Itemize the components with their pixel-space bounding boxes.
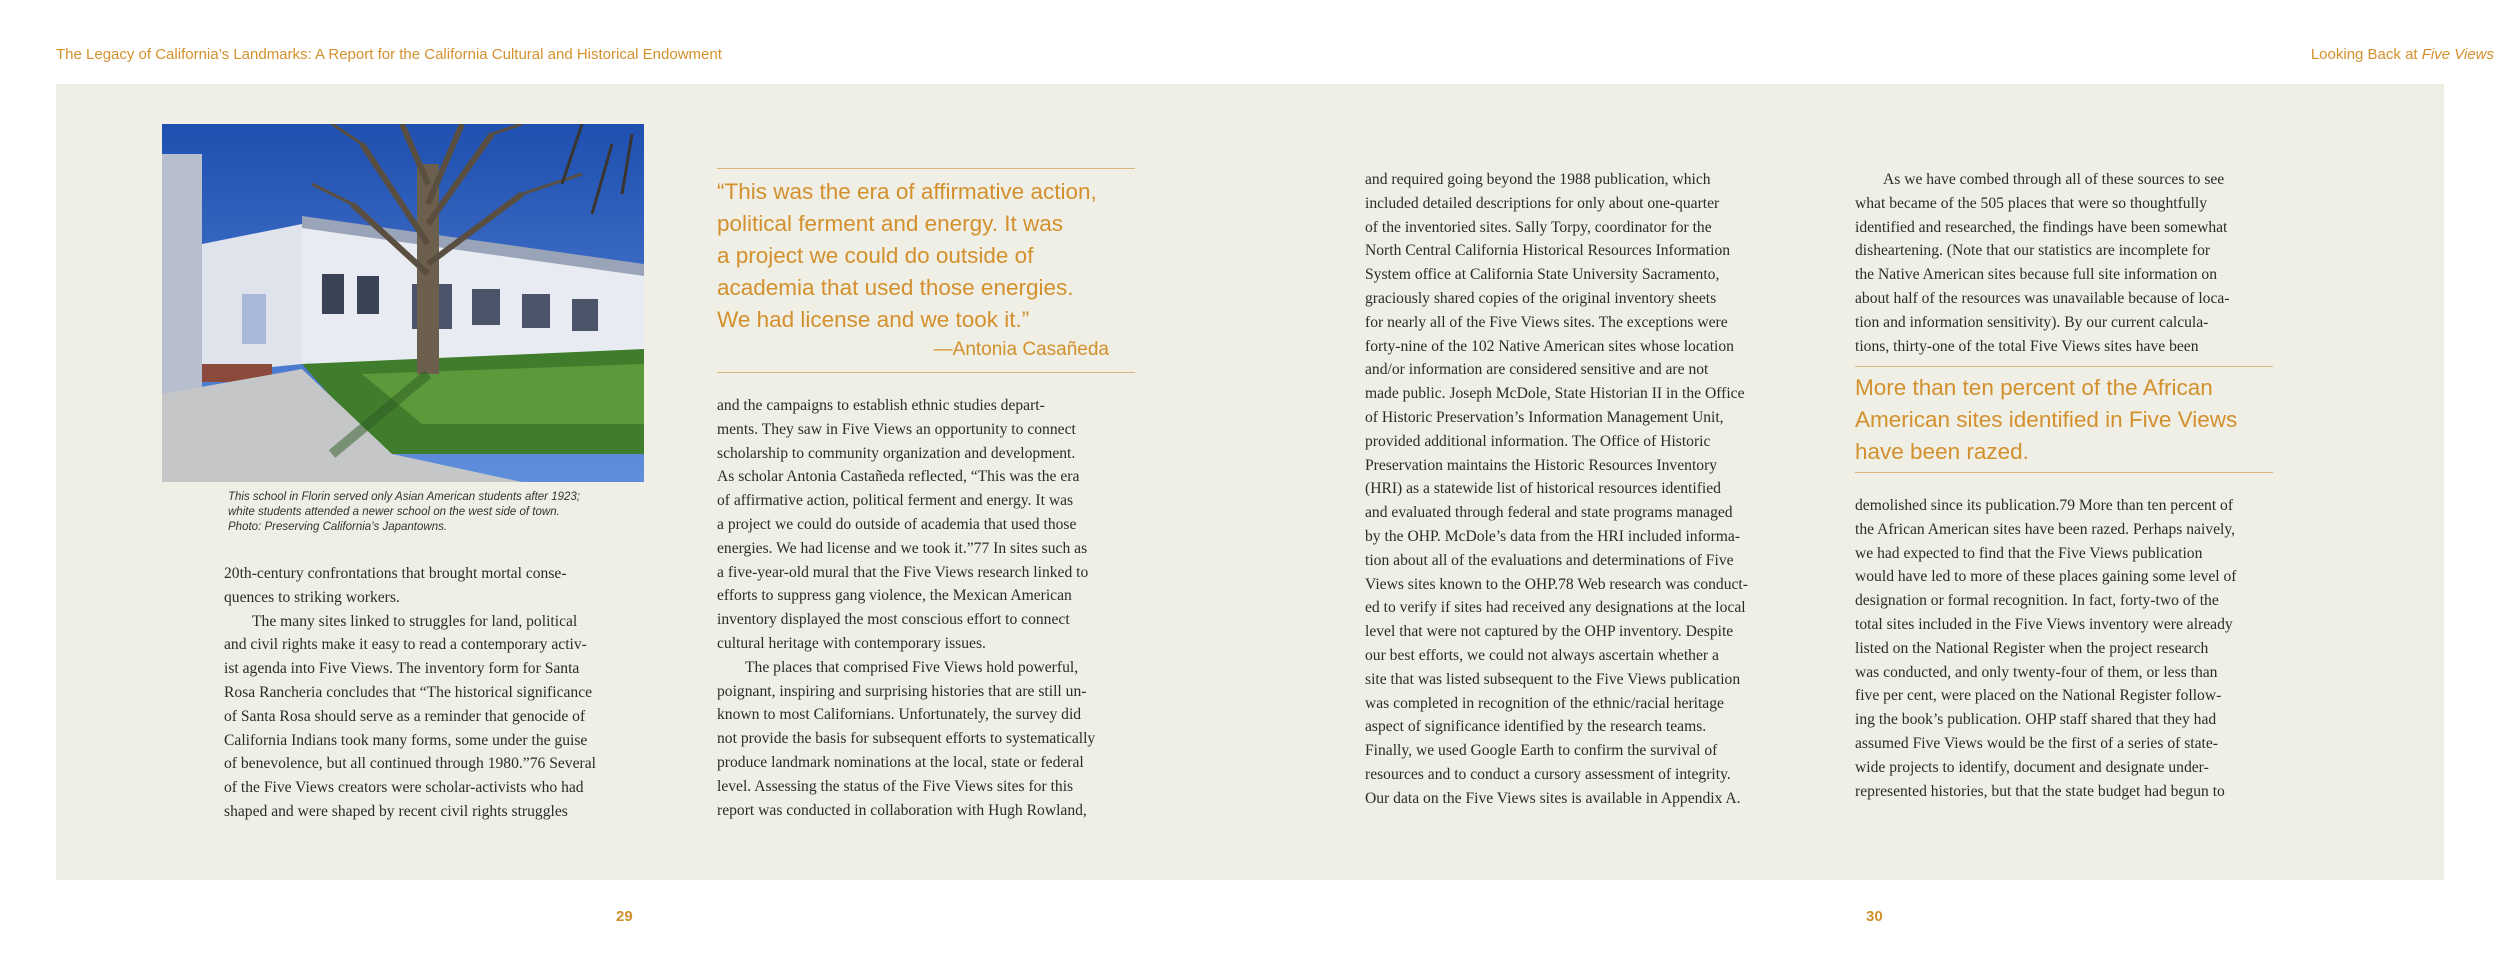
right-column-1 [1365, 168, 1783, 811]
right-column-2 [1855, 168, 2273, 358]
left-column-2 [717, 394, 1135, 822]
text-line: System office at California State University Sacramento, [1365, 266, 1720, 284]
text-line: a five-year-old mural that the Five Views research linked to [717, 563, 1089, 581]
text-line: site that was listed subsequent to the Five Views publication [1365, 670, 1741, 688]
pull-quote-line: political ferment and energy. It was [717, 211, 1064, 236]
text-line: poignant, inspiring and surprising histories that are still un- [717, 682, 1087, 700]
text-line: of Historic Preservation’s Information Management Unit, [1365, 408, 1724, 426]
text-line: five per cent, were placed on the National Register follow- [1855, 687, 2222, 705]
pull-quote-right [1855, 372, 2275, 468]
text-line: As we have combed through all of these sources to see [1883, 171, 2225, 188]
text-line: produce landmark nominations at the local, state or federal [717, 753, 1084, 771]
text-line: California Indians took many forms, some under the guise [224, 731, 588, 749]
text-line: wide projects to identify, document and designate under- [1855, 758, 2209, 776]
running-head-title: Five Views [2421, 46, 2494, 63]
text-line: energies. We had license and we took it.”77 In sites such as [717, 539, 1088, 557]
text-line: represented histories, but that the state budget had begun to [1855, 782, 2225, 800]
text-line: level that were not captured by the OHP inventory. Despite [1365, 623, 1734, 641]
running-head-text: Looking Back at [2310, 46, 2422, 63]
paragraph [1365, 168, 1783, 811]
text-line: tion and information sensitivity). By our current calcula- [1855, 313, 2209, 331]
text-line: inventory displayed the most conscious effort to connect [717, 611, 1070, 629]
text-line: Rosa Rancheria concludes that “The historical significance [224, 683, 593, 701]
text-line: report was conducted in collaboration with Hugh Rowland, [717, 801, 1087, 819]
text-line: Views sites known to the OHP.78 Web research was conduct- [1365, 575, 1748, 593]
text-line: total sites included in the Five Views inventory were already [1855, 615, 2233, 633]
school-building-photo-icon [162, 124, 644, 482]
text-line: cultural heritage with contemporary issues. [717, 634, 986, 652]
text-line: forty-nine of the 102 Native American sites whose location [1365, 337, 1734, 355]
text-line: a project we could do outside of academia that used those [717, 515, 1077, 533]
text-line: disheartening. (Note that our statistics are incomplete for [1855, 242, 2211, 260]
page-number-right: 30 [1866, 908, 1883, 925]
text-line: North Central California Historical Resources Information [1365, 242, 1731, 260]
text-line: graciously shared copies of the original inventory sheets [1365, 289, 1717, 307]
text-line: ist agenda into Five Views. The inventory form for Santa [224, 660, 580, 678]
text-line: resources and to conduct a cursory assessment of integrity. [1365, 765, 1731, 783]
pull-quote-line: “This was the era of affirmative action, [717, 179, 1097, 204]
school-photo [162, 124, 644, 482]
text-line: As scholar Antonia Castañeda reflected, “This was the era [717, 468, 1080, 486]
text-line: by the OHP. McDole’s data from the HRI included informa- [1365, 527, 1741, 545]
text-line: our best efforts, we could not always ascertain whether a [1365, 646, 1719, 664]
caption-line: white students attended a newer school on the west side of town. [228, 506, 560, 518]
pull-quote-line: academia that used those energies. [717, 275, 1074, 300]
text-line: (HRI) as a statewide list of historical resources identified [1365, 480, 1721, 498]
running-head-left: The Legacy of California’s Landmarks: A Report for the California Cultural and Historical Endowment [56, 46, 722, 63]
text-line: ments. They saw in Five Views an opportunity to connect [717, 420, 1076, 438]
text-line: would have led to more of these places gaining some level of [1855, 568, 2237, 586]
right-page [1250, 0, 2500, 966]
pull-quote-top-rule [717, 168, 1135, 169]
text-line: provided additional information. The Office of Historic [1365, 432, 1711, 450]
text-line: and the campaigns to establish ethnic studies depart- [717, 397, 1045, 414]
pull-quote-line: More than ten percent of the African [1855, 375, 2213, 400]
text-line: The places that comprised Five Views hold powerful, [745, 658, 1079, 676]
text-line: of benevolence, but all continued through 1980.”76 Several [224, 755, 596, 773]
text-line: ing the book’s publication. OHP staff shared that they had [1855, 711, 2217, 729]
text-line: shaped and were shaped by recent civil rights struggles [224, 802, 568, 820]
text-line: The many sites linked to struggles for land, political [252, 612, 578, 630]
left-column-1 [224, 562, 636, 824]
text-line: of the inventoried sites. Sally Torpy, coordinator for the [1365, 218, 1712, 236]
text-line: tions, thirty-one of the total Five Views sites have been [1855, 337, 2199, 355]
paragraph [717, 394, 1135, 656]
paragraph [1855, 168, 2273, 358]
text-line: tion about all of the evaluations and determinations of Five [1365, 551, 1734, 569]
text-line: we had expected to find that the Five Views publication [1855, 544, 2203, 562]
text-line: made public. Joseph McDole, State Historian II in the Office [1365, 385, 1745, 403]
pull-quote-line: American sites identified in Five Views [1855, 407, 2238, 432]
paragraph [224, 562, 636, 610]
text-line: and/or information are considered sensitive and are not [1365, 361, 1709, 379]
text-line: of Santa Rosa should serve as a reminder that genocide of [224, 707, 586, 725]
page-number-left: 29 [616, 908, 633, 925]
pull-quote-top-rule [1855, 366, 2273, 367]
pull-quote-bottom-rule [1855, 472, 2273, 473]
pull-quote-attribution: —Antonia Casañeda [933, 339, 1109, 360]
text-line: known to most Californians. Unfortunately, the survey did [717, 706, 1082, 724]
text-line: level. Assessing the status of the Five Views sites for this [717, 777, 1074, 795]
text-line: efforts to suppress gang violence, the Mexican American [717, 587, 1072, 605]
text-line: and civil rights make it easy to read a contemporary activ- [224, 636, 587, 654]
text-line: for nearly all of the Five Views sites. The exceptions were [1365, 313, 1728, 331]
text-line: identified and researched, the findings have been somewhat [1855, 218, 2228, 236]
text-line: included detailed descriptions for only about one-quarter [1365, 194, 1720, 212]
text-line: 20th-century confrontations that brought mortal conse- [224, 565, 567, 582]
text-line: was completed in recognition of the ethnic/racial heritage [1365, 694, 1724, 712]
pull-quote-bottom-rule [717, 372, 1135, 373]
running-head-right [2311, 46, 2494, 63]
text-line: designation or formal recognition. In fact, forty-two of the [1855, 592, 2219, 610]
text-line: not provide the basis for subsequent efforts to systematically [717, 730, 1096, 748]
text-line: the Native American sites because full site information on [1855, 266, 2218, 284]
text-line: Finally, we used Google Earth to confirm the survival of [1365, 742, 1718, 760]
text-line: the African American sites have been razed. Perhaps naively, [1855, 520, 2236, 538]
text-line: demolished since its publication.79 More than ten percent of [1855, 497, 2234, 514]
caption-line: This school in Florin served only Asian American students after 1923; [228, 491, 580, 503]
text-line: and required going beyond the 1988 publication, which [1365, 171, 1711, 188]
text-line: ed to verify if sites had received any designations at the local [1365, 599, 1746, 617]
paragraph [1855, 494, 2273, 803]
text-line: of affirmative action, political ferment and energy. It was [717, 492, 1074, 510]
paragraph [224, 610, 636, 824]
pull-quote-line: a project we could do outside of [717, 243, 1034, 268]
text-line: what became of the 505 places that were so thoughtfully [1855, 194, 2208, 212]
text-line: scholarship to community organization and development. [717, 444, 1076, 462]
text-line: quences to striking workers. [224, 588, 400, 606]
text-line: aspect of significance identified by the research teams. [1365, 718, 1707, 736]
text-line: Our data on the Five Views sites is available in Appendix A. [1365, 789, 1741, 807]
pull-quote-line: have been razed. [1855, 439, 2029, 464]
paragraph [717, 656, 1135, 823]
caption-line: Photo: Preserving California’s Japantowns. [228, 521, 448, 533]
text-line: Preservation maintains the Historic Resources Inventory [1365, 456, 1718, 474]
text-line: listed on the National Register when the project research [1855, 639, 2209, 657]
pull-quote-line: We had license and we took it.” [717, 307, 1030, 332]
text-line: assumed Five Views would be the first of a series of state- [1855, 734, 2218, 752]
pull-quote [717, 176, 1135, 364]
right-column-2-continued [1855, 494, 2273, 803]
text-line: was conducted, and only twenty-four of them, or less than [1855, 663, 2218, 681]
text-line: of the Five Views creators were scholar-activists who had [224, 779, 584, 797]
photo-caption [228, 490, 648, 535]
text-line: and evaluated through federal and state programs managed [1365, 504, 1733, 522]
text-line: about half of the resources was unavailable because of loca- [1855, 289, 2230, 307]
